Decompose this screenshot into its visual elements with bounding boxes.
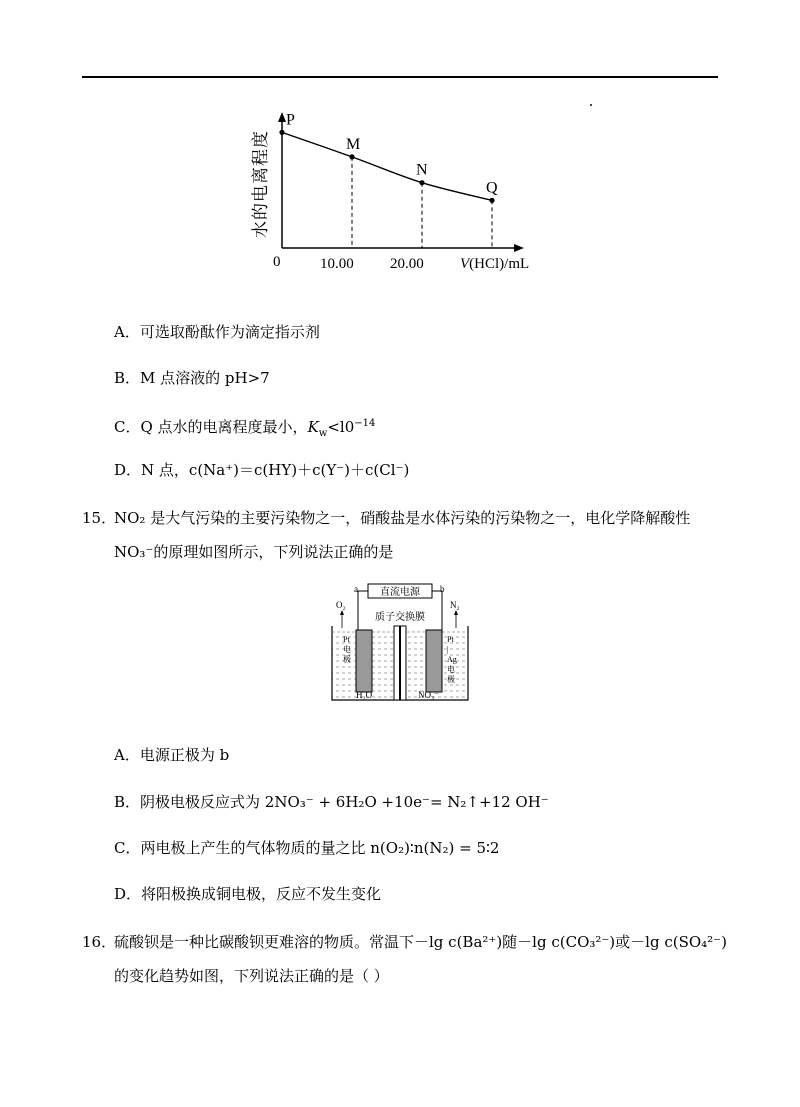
y-label-char: 电: [251, 185, 270, 202]
electrode-label-char: 电: [343, 645, 351, 654]
y-axis-arrow: [278, 112, 286, 122]
option-text: 可选取酚酞作为滴定指示剂: [139, 323, 320, 341]
option-text: M 点溶液的 pH>7: [140, 369, 270, 387]
q16-line2: 的变化趋势如图，下列说法正确的是（ ）: [114, 967, 389, 985]
right-solution-label: NO₃⁻: [418, 690, 439, 700]
point-p: [279, 130, 284, 135]
electrode-label-char: 极: [343, 655, 351, 664]
electrode-label-char: 电: [447, 665, 455, 674]
q15-option-b: [114, 792, 549, 812]
q15-option-a: [114, 745, 229, 765]
curve-line: [282, 132, 492, 200]
option-letter: D．: [114, 885, 142, 903]
option-letter: A．: [114, 323, 140, 341]
kw-symbol: K: [307, 418, 319, 436]
q15-number: 15．: [82, 509, 117, 527]
point-label-q: Q: [486, 179, 498, 197]
x-axis-arrow: [514, 244, 524, 252]
point-label-n: N: [416, 161, 428, 179]
q16-line1: 硫酸钡是一种比碳酸钡更难溶的物质。常温下－lg c(Ba²⁺)随－lg c(CO₃²⁻)或－lg c(SO₄²⁻): [114, 933, 727, 951]
y-label-char: 水: [251, 221, 270, 238]
left-solution-label: H₂O: [356, 690, 373, 700]
x-tick-10: 10.00: [320, 256, 354, 272]
curve-group: [279, 111, 498, 248]
option-letter: B．: [114, 369, 141, 387]
x-tick-20: 20.00: [390, 256, 424, 272]
header-rule: [82, 76, 718, 78]
terminal-a: a: [354, 584, 358, 594]
electrode-label-char: Ag: [447, 655, 457, 664]
q15-option-c: [114, 838, 499, 858]
y-axis-label: [251, 131, 270, 238]
y-label-char: 离: [251, 167, 270, 184]
gas-right-label: N₂: [450, 600, 460, 610]
option-letter: A．: [114, 746, 140, 764]
option-text: N 点，c(Na⁺)＝c(HY)＋c(Y⁻)＋c(Cl⁻): [141, 461, 410, 479]
membrane-label: 质子交换膜: [375, 612, 425, 623]
option-text: Q 点水的电离程度最小，: [140, 418, 308, 436]
point-q: [489, 198, 494, 203]
x-axis-label: V(HCl)/mL: [460, 256, 530, 272]
ionization-chart: [230, 110, 550, 280]
kw-value: <l0: [327, 418, 355, 436]
point-label-p: P: [286, 111, 295, 129]
option-letter: C．: [114, 839, 141, 857]
wire-left: [358, 591, 368, 630]
terminal-b: b: [440, 584, 445, 594]
q14-option-b: [114, 368, 270, 388]
point-label-m: M: [346, 135, 361, 153]
electrolysis-diagram: [330, 580, 470, 704]
q14-option-a: [114, 322, 320, 342]
stray-dot: [590, 104, 592, 106]
origin-label: 0: [273, 254, 281, 270]
electrode-label-char: 极: [447, 675, 455, 684]
y-label-char: 度: [251, 131, 270, 148]
y-label-char: 的: [251, 203, 270, 220]
q14-option-c: [114, 414, 375, 444]
left-electrode: [356, 630, 372, 692]
kw-subscript: w: [318, 428, 328, 439]
point-n: [419, 180, 424, 185]
option-text: 两电极上产生的气体物质的量之比 n(O₂)∶n(N₂) = 5∶2: [140, 839, 500, 857]
q14-option-d: [114, 460, 409, 480]
gas-left-arrowhead: [340, 610, 344, 615]
option-letter: D．: [114, 461, 142, 479]
electrode-label-char: Pt: [343, 635, 350, 644]
power-supply-label: 直流电源: [380, 587, 420, 598]
gas-right-arrowhead: [454, 610, 458, 615]
option-text: 阴极电极反应式为 2NO₃⁻ + 6H₂O +10e⁻= N₂↑+12 OH⁻: [140, 793, 549, 811]
gas-left-label: O₂: [336, 600, 346, 610]
q15-option-d: [114, 884, 381, 904]
option-letter: C．: [114, 418, 141, 436]
electrode-label-char: |: [447, 645, 449, 654]
q15-line2: NO₃⁻的原理如图所示，下列说法正确的是: [114, 543, 394, 561]
y-label-char: 程: [251, 149, 270, 166]
wire-right: [432, 591, 442, 630]
q15-line1: NO₂ 是大气污染的主要污染物之一，硝酸盐是水体污染的污染物之一，电化学降解酸性: [114, 509, 691, 527]
right-electrode: [426, 630, 442, 692]
option-text: 将阳极换成铜电极，反应不发生变化: [141, 885, 382, 903]
kw-exponent: −14: [354, 418, 376, 429]
option-text: 电源正极为 b: [139, 746, 230, 764]
option-letter: B．: [114, 793, 141, 811]
q16-number: 16．: [82, 933, 117, 951]
point-m: [349, 154, 354, 159]
electrode-label-char: Pt: [447, 635, 454, 644]
